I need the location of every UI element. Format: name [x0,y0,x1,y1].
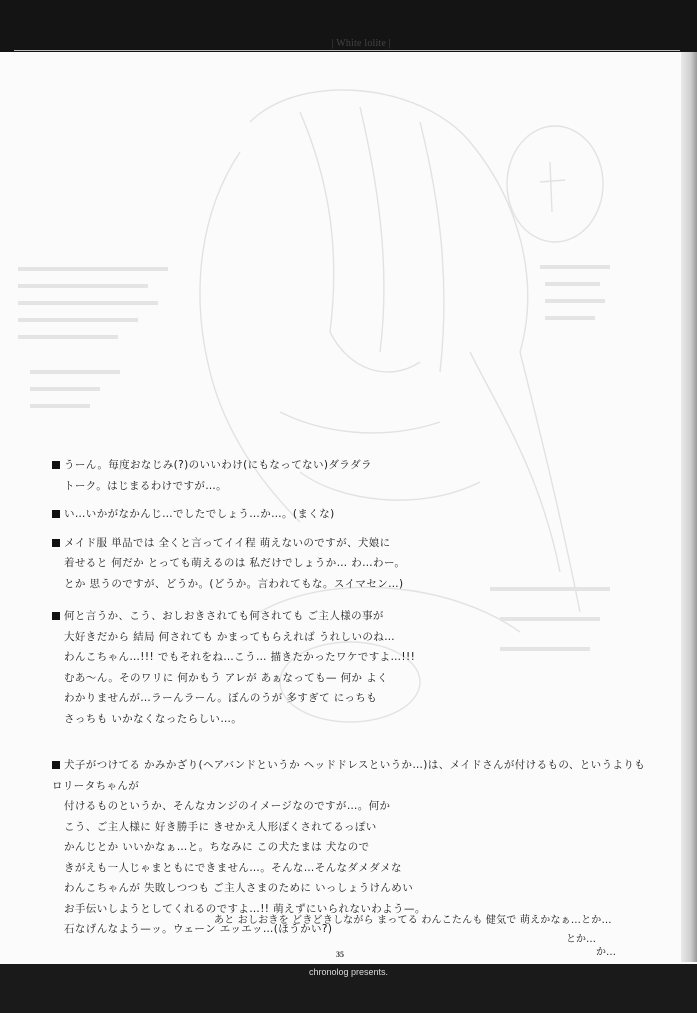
bullet-icon [52,510,60,518]
note-line: きがえも一人じゃまともにできません…。そんな…そんなダメダメな [64,861,402,874]
bullet-icon [52,461,60,469]
note-line: さっちも いかなくなったらしい…。 [64,712,243,725]
bullet-icon [52,761,60,769]
note-line: トーク。はじまるわけですが…。 [64,479,228,492]
note-line: 何と言うか、こう、おしおきされても何されても ご主人様の事が [64,610,384,622]
note-line: むあ〜ん。そのワリに 何かもう アレが あぁなっても— 何か よく [64,671,388,684]
note-line: い…いかがなかんじ…でしたでしょう…か…。(まくな) [64,508,335,520]
note-line: 大好きだから 結局 何されても かまってもらえれば うれしいのね… [64,630,396,643]
note-line: わんこちゃんが 失敗しつつも ご主人さまのために いっしょうけんめい [64,882,414,894]
note-1 [52,455,652,496]
header-title: | White lolite | [331,38,391,49]
note-line: お手伝いしようとしてくれるのですよ…!! 萌えずにいられないわよう—。 [64,902,426,915]
note-2 [52,504,652,525]
note-line: うーん。毎度おなじみ(?)のいいわけ(にもなってない)ダラダラ [64,459,372,471]
handwritten-notes [52,455,652,952]
note-line: 着せると 何だか とっても萌えるのは 私だけでしょうか… わ…わー。 [64,557,406,569]
afterword-trail-end: か… [596,947,616,958]
note-line: わんこちゃん…!!! でもそれをね…こう… 描きたかったワケですよ…!!! [64,651,416,663]
note-line: 付けるものというか、そんなカンジのイメージなのですが…。何か [64,800,391,812]
note-line: 石なげんなよう—ッ。ウェーン エッエッ…(ほうかい?) [64,923,333,935]
note-3 [52,533,652,595]
note-line: かんじとか いいかなぁ…と。ちなみに この犬たまは 犬なので [64,841,370,853]
afterword-line: あと おしおきを どきどきしながら まってる わんこたんも 健気で 萌えかなぁ…とか… [214,915,612,926]
note-line: メイド服 単品では 全くと言ってイイ程 萌えないのですが、犬娘に [64,536,391,549]
bullet-icon [52,539,60,547]
note-line: とか 思うのですが、どうか。(どうか。言われてもな。スイマセン…) [64,577,404,590]
bullet-icon [52,612,60,620]
note-line: わかりませんが…ラーんラーん。ぼんのうが 多すぎて にっちも [64,692,378,704]
page-edge-shadow [681,52,697,962]
page-number: 35 [336,950,344,959]
afterword-trail: とか… [566,934,596,945]
note-4 [52,606,652,729]
header-rule [14,50,680,51]
note-line: 犬子がつけてる かみかざり(ヘアバンドというか ヘッドドレスというか…)は、メイドさんが付けるもの、というよりも ロリータちゃんが [52,759,646,792]
footer-credit: chronolog presents. [308,967,389,977]
note-line: こう、ご主人様に 好き勝手に きせかえ人形ぽくされてるっぽい [64,820,377,833]
